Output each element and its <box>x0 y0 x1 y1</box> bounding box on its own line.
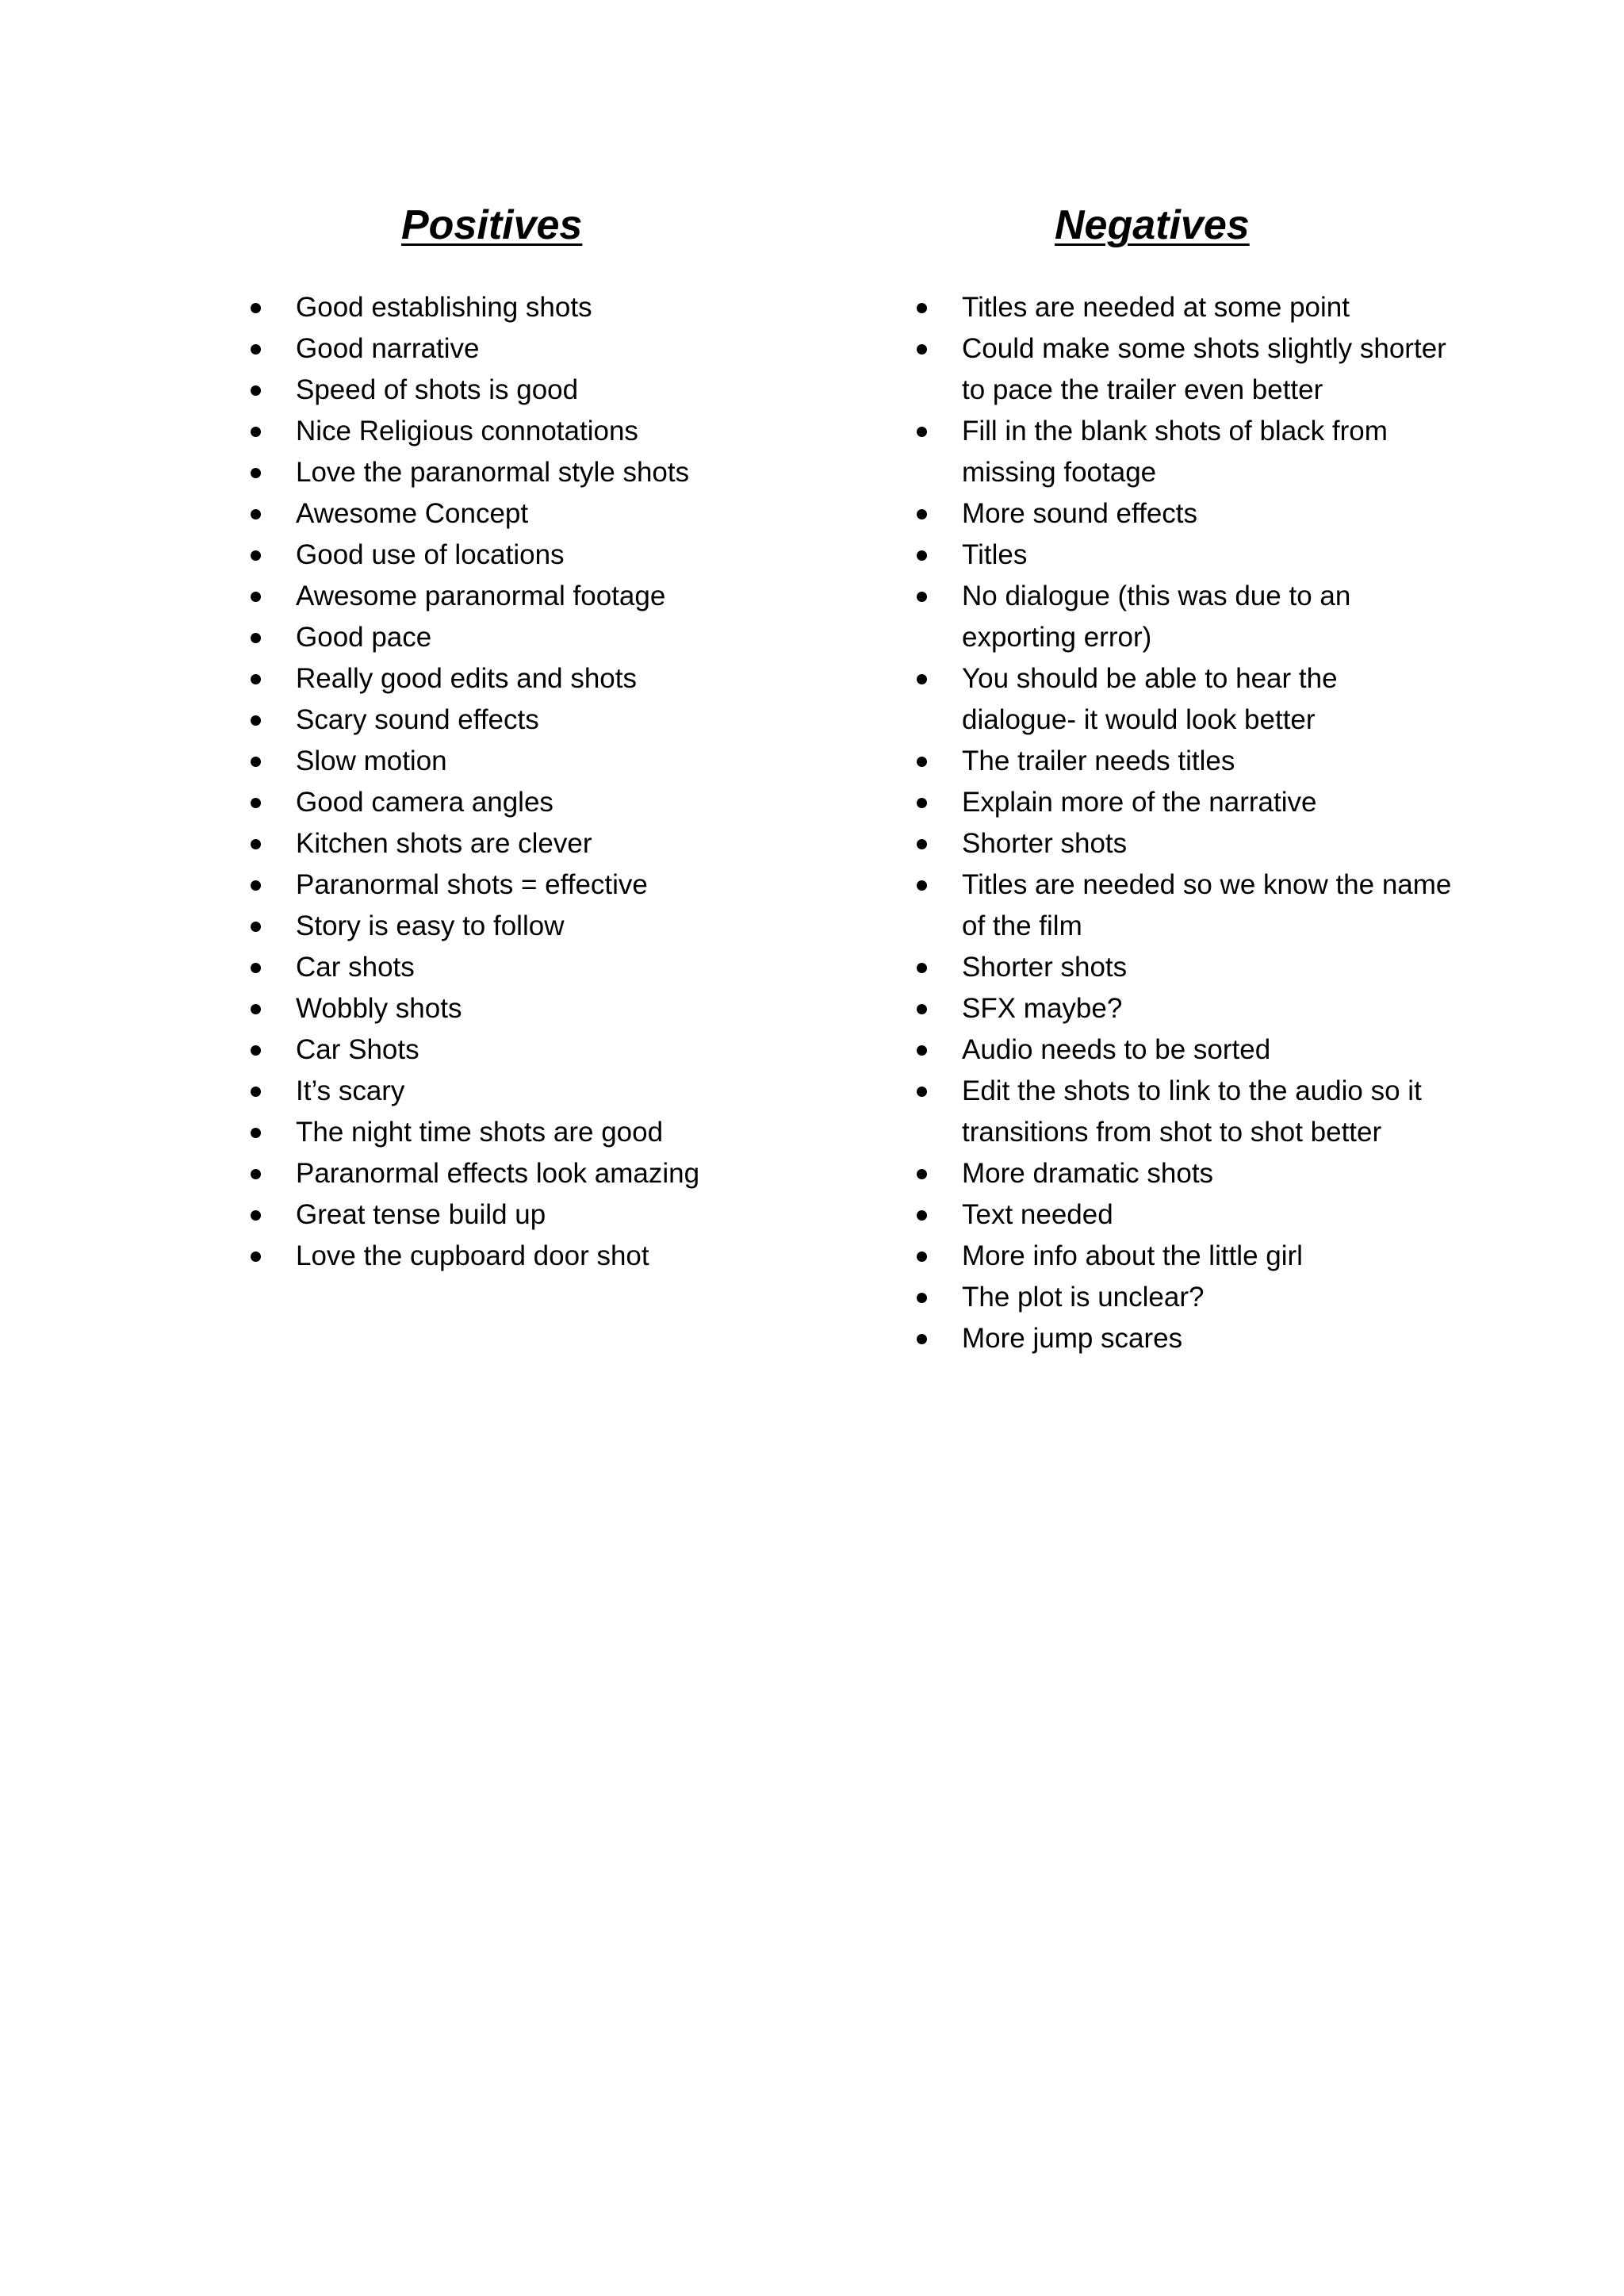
bullet-icon <box>917 1293 927 1303</box>
positives-list-item <box>240 411 724 452</box>
positives-item-text: Awesome paranormal footage <box>296 581 666 611</box>
bullet-icon <box>917 757 927 767</box>
negatives-list-item <box>906 411 1461 493</box>
negatives-item-text: SFX maybe? <box>962 993 1123 1024</box>
bullet-icon <box>251 1169 261 1179</box>
bullet-icon <box>917 427 927 437</box>
positives-list-item <box>240 1029 724 1071</box>
negatives-item-text: Audio needs to be sorted <box>962 1034 1271 1065</box>
negatives-list-item <box>906 1277 1461 1318</box>
bullet-icon <box>251 798 261 808</box>
negatives-item-text: Shorter shots <box>962 952 1128 983</box>
positives-list-item <box>240 864 724 906</box>
bullet-icon <box>251 633 261 643</box>
bullet-icon <box>917 1251 927 1262</box>
negatives-list-item <box>906 823 1461 864</box>
positives-item-text: Great tense build up <box>296 1199 546 1230</box>
negatives-list-item <box>906 658 1461 741</box>
bullet-icon <box>917 963 927 973</box>
bullet-icon <box>251 550 261 561</box>
negatives-list-item <box>906 947 1461 988</box>
negatives-list-item <box>906 328 1461 411</box>
negatives-item-text: Shorter shots <box>962 828 1128 859</box>
bullet-icon <box>251 1128 261 1138</box>
negatives-item-text: More sound effects <box>962 498 1198 529</box>
positives-item-text: Paranormal effects look amazing <box>296 1158 700 1189</box>
negatives-item-text: Titles <box>962 539 1028 570</box>
positives-item-text: Good pace <box>296 622 432 653</box>
bullet-icon <box>917 303 927 313</box>
bullet-icon <box>251 1045 261 1056</box>
positives-list-item <box>240 823 724 864</box>
bullet-icon <box>917 1004 927 1014</box>
bullet-icon <box>917 1169 927 1179</box>
negatives-list-item <box>906 535 1461 576</box>
positives-list <box>240 287 724 1277</box>
bullet-icon <box>251 674 261 684</box>
positives-list-item <box>240 535 724 576</box>
positives-list-item <box>240 700 724 741</box>
negatives-item-text: Text needed <box>962 1199 1113 1230</box>
positives-heading: Positives <box>401 202 583 248</box>
negatives-item-text: Could make some shots slightly shorter to pace the trailer even better <box>962 333 1446 405</box>
negatives-list <box>906 287 1461 1359</box>
bullet-icon <box>917 839 927 849</box>
negatives-list-item <box>906 1236 1461 1277</box>
positives-list-item <box>240 1236 724 1277</box>
positives-item-text: It’s scary <box>296 1075 405 1106</box>
negatives-list-item <box>906 576 1461 658</box>
positives-item-text: Scary sound effects <box>296 704 539 735</box>
positives-item-text: Speed of shots is good <box>296 374 579 405</box>
positives-list-item <box>240 782 724 823</box>
bullet-icon <box>917 592 927 602</box>
bullet-icon <box>251 385 261 396</box>
positives-item-text: Kitchen shots are clever <box>296 828 592 859</box>
bullet-icon <box>917 509 927 519</box>
positives-item-text: Paranormal shots = effective <box>296 869 648 900</box>
negatives-item-text: Titles are needed so we know the name of the film <box>962 869 1452 941</box>
positives-list-item <box>240 741 724 782</box>
bullet-icon <box>251 1087 261 1097</box>
positives-list-item <box>240 287 724 328</box>
positives-item-text: Love the cupboard door shot <box>296 1240 649 1271</box>
bullet-icon <box>251 1004 261 1014</box>
positives-list-item <box>240 988 724 1029</box>
bullet-icon <box>917 674 927 684</box>
bullet-icon <box>917 344 927 355</box>
bullet-icon <box>251 757 261 767</box>
bullet-icon <box>917 550 927 561</box>
positives-item-text: Good use of locations <box>296 539 565 570</box>
bullet-icon <box>917 1334 927 1344</box>
bullet-icon <box>251 839 261 849</box>
positives-item-text: Good establishing shots <box>296 292 592 323</box>
positives-column <box>240 197 724 1277</box>
negatives-list-item <box>906 741 1461 782</box>
bullet-icon <box>251 468 261 478</box>
negatives-column <box>906 197 1461 1359</box>
bullet-icon <box>251 344 261 355</box>
negatives-list-item <box>906 1029 1461 1071</box>
negatives-item-text: The trailer needs titles <box>962 746 1235 776</box>
negatives-item-text: You should be able to hear the dialogue- it would look better <box>962 663 1338 735</box>
negatives-item-text: More dramatic shots <box>962 1158 1214 1189</box>
positives-list-item <box>240 617 724 658</box>
positives-item-text: Good narrative <box>296 333 480 364</box>
positives-item-text: Love the paranormal style shots <box>296 457 690 488</box>
positives-list-item <box>240 452 724 493</box>
positives-list-item <box>240 576 724 617</box>
bullet-icon <box>251 303 261 313</box>
bullet-icon <box>251 963 261 973</box>
negatives-item-text: Explain more of the narrative <box>962 787 1317 818</box>
bullet-icon <box>251 427 261 437</box>
bullet-icon <box>251 715 261 726</box>
positives-list-item <box>240 947 724 988</box>
negatives-list-item <box>906 1153 1461 1194</box>
negatives-item-text: More info about the little girl <box>962 1240 1303 1271</box>
negatives-item-text: No dialogue (this was due to an exporting error) <box>962 581 1351 653</box>
bullet-icon <box>251 880 261 891</box>
negatives-list-item <box>906 864 1461 947</box>
negatives-list-item <box>906 782 1461 823</box>
bullet-icon <box>251 592 261 602</box>
positives-item-text: Car shots <box>296 952 415 983</box>
positives-list-item <box>240 658 724 700</box>
negatives-list-item <box>906 1194 1461 1236</box>
bullet-icon <box>251 1251 261 1262</box>
positives-item-text: Nice Religious connotations <box>296 416 638 447</box>
positives-list-item <box>240 1153 724 1194</box>
positives-list-item <box>240 1112 724 1153</box>
positives-item-text: Car Shots <box>296 1034 419 1065</box>
negatives-list-item <box>906 988 1461 1029</box>
bullet-icon <box>917 1045 927 1056</box>
positives-list-item <box>240 370 724 411</box>
negatives-item-text: More jump scares <box>962 1323 1183 1354</box>
bullet-icon <box>917 798 927 808</box>
bullet-icon <box>251 509 261 519</box>
bullet-icon <box>251 922 261 932</box>
negatives-list-item <box>906 1318 1461 1359</box>
negatives-item-text: Edit the shots to link to the audio so it transitions from shot to shot better <box>962 1075 1422 1148</box>
positives-item-text: Awesome Concept <box>296 498 529 529</box>
positives-item-text: Slow motion <box>296 746 447 776</box>
bullet-icon <box>917 1210 927 1221</box>
positives-item-text: Really good edits and shots <box>296 663 637 694</box>
positives-list-item <box>240 493 724 535</box>
bullet-icon <box>917 880 927 891</box>
negatives-list-item <box>906 493 1461 535</box>
negatives-list-item <box>906 287 1461 328</box>
positives-item-text: Story is easy to follow <box>296 910 565 941</box>
negatives-heading: Negatives <box>1055 202 1250 248</box>
positives-item-text: Wobbly shots <box>296 993 462 1024</box>
positives-item-text: Good camera angles <box>296 787 553 818</box>
positives-list-item <box>240 1194 724 1236</box>
bullet-icon <box>917 1087 927 1097</box>
bullet-icon <box>251 1210 261 1221</box>
positives-list-item <box>240 328 724 370</box>
negatives-item-text: Titles are needed at some point <box>962 292 1350 323</box>
positives-list-item <box>240 1071 724 1112</box>
negatives-list-item <box>906 1071 1461 1153</box>
negatives-item-text: Fill in the blank shots of black from missing footage <box>962 416 1388 488</box>
positives-item-text: The night time shots are good <box>296 1117 664 1148</box>
negatives-item-text: The plot is unclear? <box>962 1282 1205 1313</box>
positives-list-item <box>240 906 724 947</box>
